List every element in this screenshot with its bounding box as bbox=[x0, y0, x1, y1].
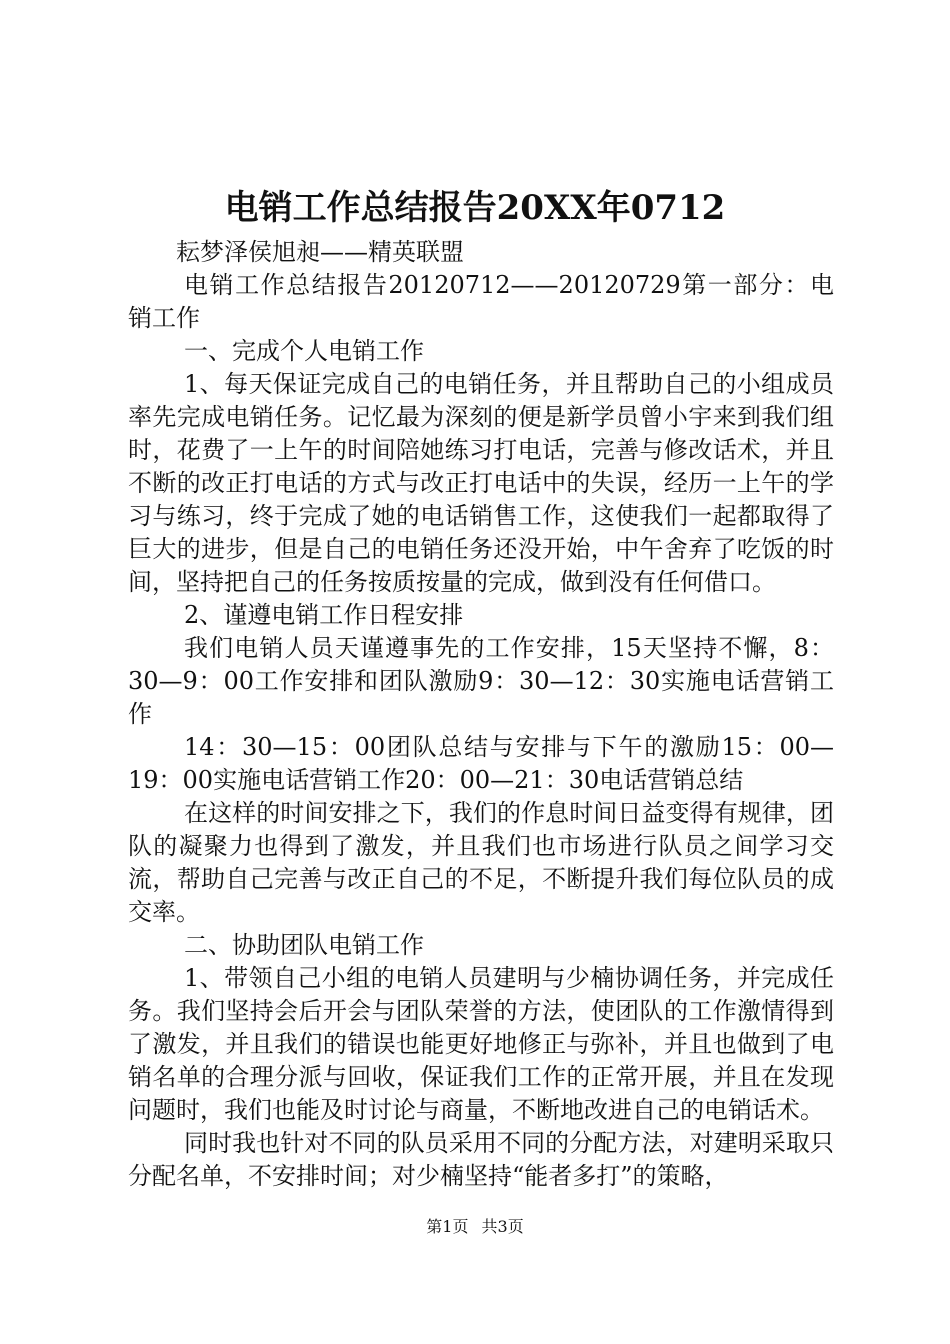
page-number: 第1页 bbox=[426, 1217, 469, 1236]
paragraph-4: 同时我也针对不同的队员采用不同的分配方法，对建明采取只分配名单，不安排时间；对少楠坚持“能者多打”的策略， bbox=[128, 1129, 834, 1190]
paragraph-schedule-2: 14：30—15：00团队总结与安排与下午的激励15：00—19：00实施电话营销工作20：00—21：30电话营销总结 bbox=[128, 733, 834, 794]
section-heading-1: 一、完成个人电销工作 bbox=[184, 337, 424, 365]
paragraph-intro: 电销工作总结报告20120712——20120729第一部分：电销工作 bbox=[128, 271, 834, 332]
paragraph-3: 1、带领自己小组的电销人员建明与少楠协调任务，并完成任务。我们坚持会后开会与团队荣誉的方法，使团队的工作激情得到了激发，并且我们的错误也能更好地修正与弥补，并且也做到了电销名单的合理分派与回收，保证我们工作的正常开展，并且在发现问题时，我们也能及时讨论与商量，不断地改进自己的电销话术。 bbox=[128, 964, 834, 1124]
page-total: 共3页 bbox=[481, 1217, 524, 1236]
section-heading-2: 二、协助团队电销工作 bbox=[184, 931, 424, 959]
document-body bbox=[128, 236, 834, 1193]
document-title: 电销工作总结报告20XX年0712 bbox=[224, 188, 726, 228]
paragraph-2: 在这样的时间安排之下，我们的作息时间日益变得有规律，团队的凝聚力也得到了激发，并且我们也市场进行队员之间学习交流，帮助自己完善与改正自己的不足，不断提升我们每位队员的成交率。 bbox=[128, 799, 834, 926]
subheading-2: 2、谨遵电销工作日程安排 bbox=[184, 601, 464, 629]
page-footer bbox=[0, 1216, 950, 1238]
author-line: 耘梦泽侯旭昶——精英联盟 bbox=[176, 238, 464, 266]
paragraph-schedule: 我们电销人员天谨遵事先的工作安排，15天坚持不懈，8：30—9：00工作安排和团队激励9：30—12：30实施电话营销工作 bbox=[128, 634, 834, 728]
paragraph-1: 1、每天保证完成自己的电销任务，并且帮助自己的小组成员率先完成电销任务。记忆最为深刻的便是新学员曾小宇来到我们组时，花费了一上午的时间陪她练习打电话，完善与修改话术，并且不断的改正打电话的方式与改正打电话中的失误，经历一上午的学习与练习，终于完成了她的电话销售工作，这使我们一起都取得了巨大的进步，但是自己的电销任务还没开始，中午舍弃了吃饭的时间，坚持把自己的任务按质按量的完成，做到没有任何借口。 bbox=[128, 370, 834, 596]
